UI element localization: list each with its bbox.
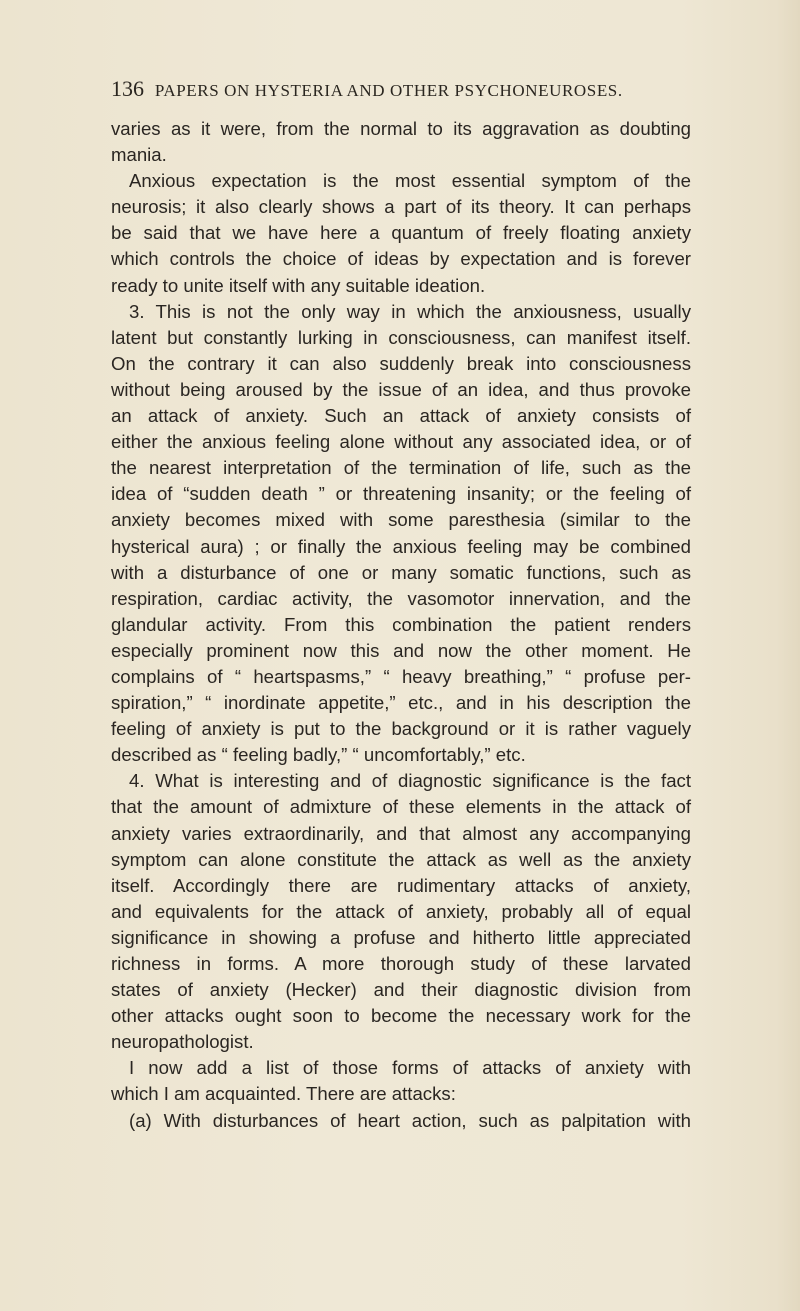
running-title: PAPERS ON HYSTERIA AND OTHER PSYCHONEUROSES. xyxy=(154,81,623,100)
text-line: glandular activity. From this combination the patient renders xyxy=(111,613,691,635)
text-line: 3. This is not the only way in which the anxiousness, usually xyxy=(129,300,691,322)
text-line: neurosis; it also clearly shows a part of its theory. It can perhaps xyxy=(111,196,691,218)
text-line: spiration,” “ inordinate appetite,” etc., and in his description the xyxy=(111,692,691,714)
text-line: On the contrary it can also suddenly break into consciousness xyxy=(111,352,691,374)
text-line: be said that we have here a quantum of freely floating anxiety xyxy=(111,222,691,244)
text-line: idea of “sudden death ” or threatening insanity; or the feeling of xyxy=(111,483,691,505)
text-line: an attack of anxiety. Such an attack of anxiety consists of xyxy=(111,405,691,427)
text-line: latent but constantly lurking in consciousness, can manifest itself. xyxy=(111,326,691,348)
body-text xyxy=(111,116,691,1134)
text-line: anxiety varies extraordinarily, and that almost any accompanying xyxy=(111,822,691,844)
text-line: with a disturbance of one or many somatic functions, such as xyxy=(111,561,691,583)
text-line: the nearest interpretation of the termination of life, such as the xyxy=(111,457,691,479)
text-line: symptom can alone constitute the attack as well as the anxiety xyxy=(111,848,691,870)
text-line: Anxious expectation is the most essential symptom of the xyxy=(129,170,691,192)
text-line: which controls the choice of ideas by expectation and is forever xyxy=(111,248,691,270)
text-line: either the anxious feeling alone without any associated idea, or of xyxy=(111,431,691,453)
text-line: (a) With disturbances of heart action, such as palpitation with xyxy=(129,1109,691,1131)
text-line: that the amount of admixture of these elements in the attack of xyxy=(111,796,691,818)
text-line: significance in showing a profuse and hitherto little appreciated xyxy=(111,926,691,948)
text-line: states of anxiety (Hecker) and their diagnostic division from xyxy=(111,979,691,1001)
text-line: without being aroused by the issue of an idea, and thus provoke xyxy=(111,378,691,400)
text-line: other attacks ought soon to become the necessary work for the xyxy=(111,1005,691,1027)
text-line: hysterical aura) ; or finally the anxious feeling may be combined xyxy=(111,535,691,557)
text-line: richness in forms. A more thorough study of these larvated xyxy=(111,953,691,974)
text-line: respiration, cardiac activity, the vasomotor innervation, and the xyxy=(111,587,691,609)
text-line: anxiety becomes mixed with some paresthesia (similar to the xyxy=(111,509,691,531)
text-line: complains of “ heartspasms,” “ heavy breathing,” “ profuse per- xyxy=(111,665,691,687)
text-line: which I am acquainted. There are attacks: xyxy=(111,1083,456,1105)
text-line: neuropathologist. xyxy=(111,1031,254,1053)
page-number: 136 xyxy=(111,76,144,101)
text-line: especially prominent now this and now the other moment. He xyxy=(111,639,691,661)
text-line: described as “ feeling badly,” “ uncomfortably,” etc. xyxy=(111,744,526,766)
text-line: itself. Accordingly there are rudimentary attacks of anxiety, xyxy=(111,874,691,896)
text-line: and equivalents for the attack of anxiety, probably all of equal xyxy=(111,900,691,922)
running-header xyxy=(111,76,681,102)
text-line: 4. What is interesting and of diagnostic significance is the fact xyxy=(129,770,691,792)
text-line: ready to unite itself with any suitable ideation. xyxy=(111,274,486,296)
text-line: varies as it were, from the normal to its aggravation as doubting xyxy=(111,118,691,139)
text-line: feeling of anxiety is put to the background or it is rather vaguely xyxy=(111,718,691,740)
text-line: I now add a list of those forms of attacks of anxiety with xyxy=(129,1057,691,1079)
text-line: mania. xyxy=(111,144,167,166)
